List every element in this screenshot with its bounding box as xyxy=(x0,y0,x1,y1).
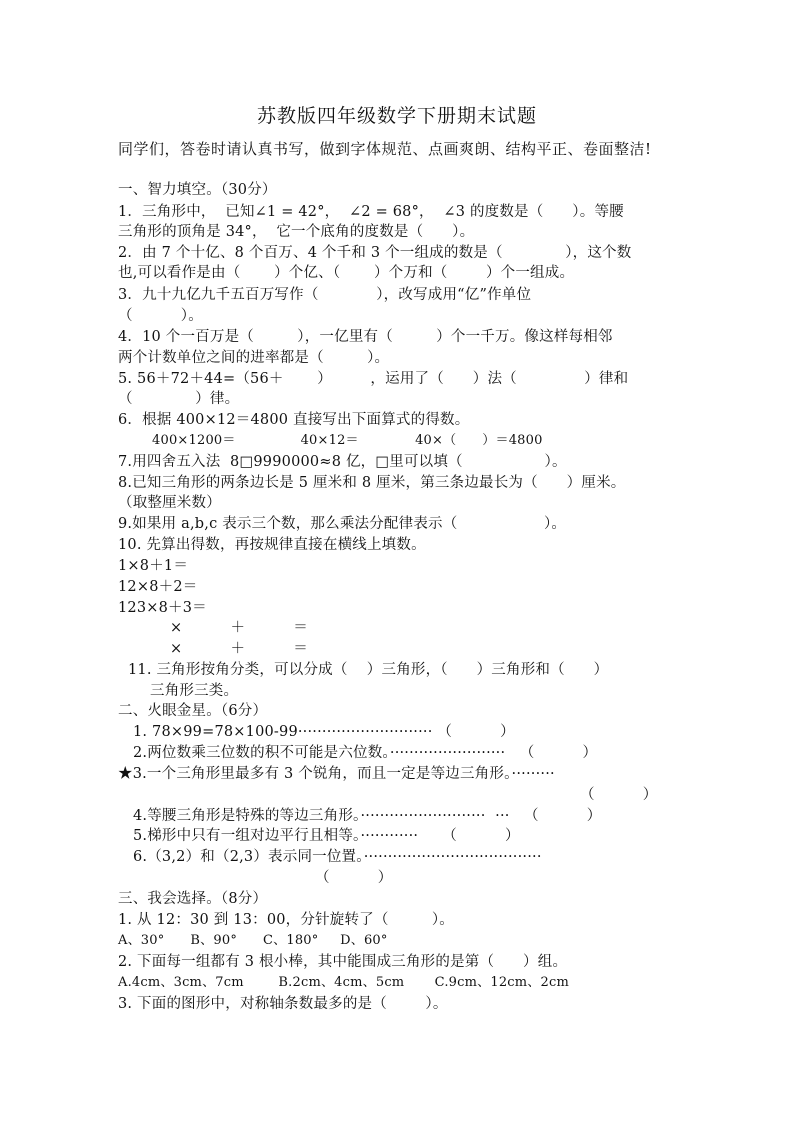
section-1-heading: 一、智力填空。（30分） xyxy=(118,182,277,198)
question-line: （ ）律。 xyxy=(118,391,240,407)
question-line: 5. 56＋72＋44=（56＋ ） ，运用了（ ）法（ ）律和 xyxy=(118,371,629,387)
question-line: 10. 先算出得数，再按规律直接在横线上填数。 xyxy=(118,537,426,553)
pattern-blank-line: × ＋ ＝ xyxy=(170,620,308,636)
pattern-line: 123×8＋3＝ xyxy=(118,600,207,616)
judgment-line: 5.梯形中只有一组对边平行且相等。············ （ ） xyxy=(133,828,520,844)
question-line: 9.如果用 a,b,c 表示三个数，那么乘法分配律表示（ ）。 xyxy=(118,516,567,532)
judgment-line: 2.两位数乘三位数的积不可能是六位数。························ （ ） xyxy=(133,745,598,761)
question-line: 2．由 7 个十亿、8 个百万、4 个千和 3 个一组成的数是（ ），这个数 xyxy=(118,245,632,261)
question-line: 4．10 个一百万是（ ），一亿里有（ ）个一千万。像这样每相邻 xyxy=(118,329,613,345)
calculation-line: 400×1200＝ 40×12＝ 40×（ ）＝4800 xyxy=(152,433,543,448)
pattern-line: 1×8＋1＝ xyxy=(118,558,189,574)
judgment-blank: （ ） xyxy=(315,870,393,886)
section-3-heading: 三、我会选择。（8分） xyxy=(118,891,268,907)
pattern-line: 12×8＋2＝ xyxy=(118,579,198,595)
question-line: 6．根据 400×12＝4800 直接写出下面算式的得数。 xyxy=(118,412,470,428)
question-line: （取整厘米数） xyxy=(118,495,221,511)
question-line: 11. 三角形按角分类，可以分成（ ）三角形，（ ）三角形和（ ） xyxy=(128,662,609,678)
question-line: 7.用四舍五入法 8□9990000≈8 亿，□里可以填（ ）。 xyxy=(118,454,567,470)
pattern-blank-line: × ＋ ＝ xyxy=(170,641,308,657)
section-2-heading: 二、火眼金星。（6分） xyxy=(118,703,268,719)
choice-options: A、30° B、90° C、180° D、60° xyxy=(118,933,388,948)
choice-question: 3. 下面的图形中，对称轴条数最多的是（ ）。 xyxy=(118,996,448,1012)
question-line: 三角形的顶角是 34°， 它一个底角的度数是（ ）。 xyxy=(118,224,475,240)
choice-question: 1. 从 12：30 到 13：00，分针旋转了（ ）。 xyxy=(118,912,455,928)
judgment-line: 1. 78×99=78×100-99···························· （ ） xyxy=(133,724,515,740)
judgment-line: 6.（3,2）和（2,3）表示同一位置。····································· xyxy=(133,849,542,865)
question-line: 8.已知三角形的两条边长是 5 厘米和 8 厘米，第三条边最长为（ ）厘米。 xyxy=(118,475,626,491)
judgment-line: ★3.一个三角形里最多有 3 个锐角，而且一定是等边三角形。········· xyxy=(118,766,555,782)
judgment-line: 4.等腰三角形是特殊的等边三角形。·························· ··· （ ） xyxy=(133,808,602,824)
judgment-blank: （ ） xyxy=(580,787,658,803)
question-line: 也,可以看作是由（ ）个亿、（ ）个万和（ ）个一组成。 xyxy=(118,265,575,281)
question-line: 两个计数单位之间的进率都是（ ）。 xyxy=(118,350,390,366)
question-line: 三角形三类。 xyxy=(150,683,239,699)
choice-options: A.4cm、3cm、7cm B.2cm、4cm、5cm C.9cm、12cm、2cm xyxy=(118,975,569,990)
question-line: 1．三角形中， 已知∠1 = 42°， ∠2 = 68°， ∠3 的度数是（ ）。等腰 xyxy=(118,204,624,220)
page-title: 苏教版四年级数学下册期末试题 xyxy=(256,105,537,127)
choice-question: 2. 下面每一组都有 3 根小棒，其中能围成三角形的是第（ ）组。 xyxy=(118,954,568,970)
question-line: （ ）。 xyxy=(118,308,203,324)
subtitle-instructions: 同学们，答卷时请认真书写，做到字体规范、点画爽朗、结构平正、卷面整洁! xyxy=(118,140,652,158)
question-line: 3．九十九亿九千五百万写作（ ），改写成用“亿”作单位 xyxy=(118,287,532,303)
